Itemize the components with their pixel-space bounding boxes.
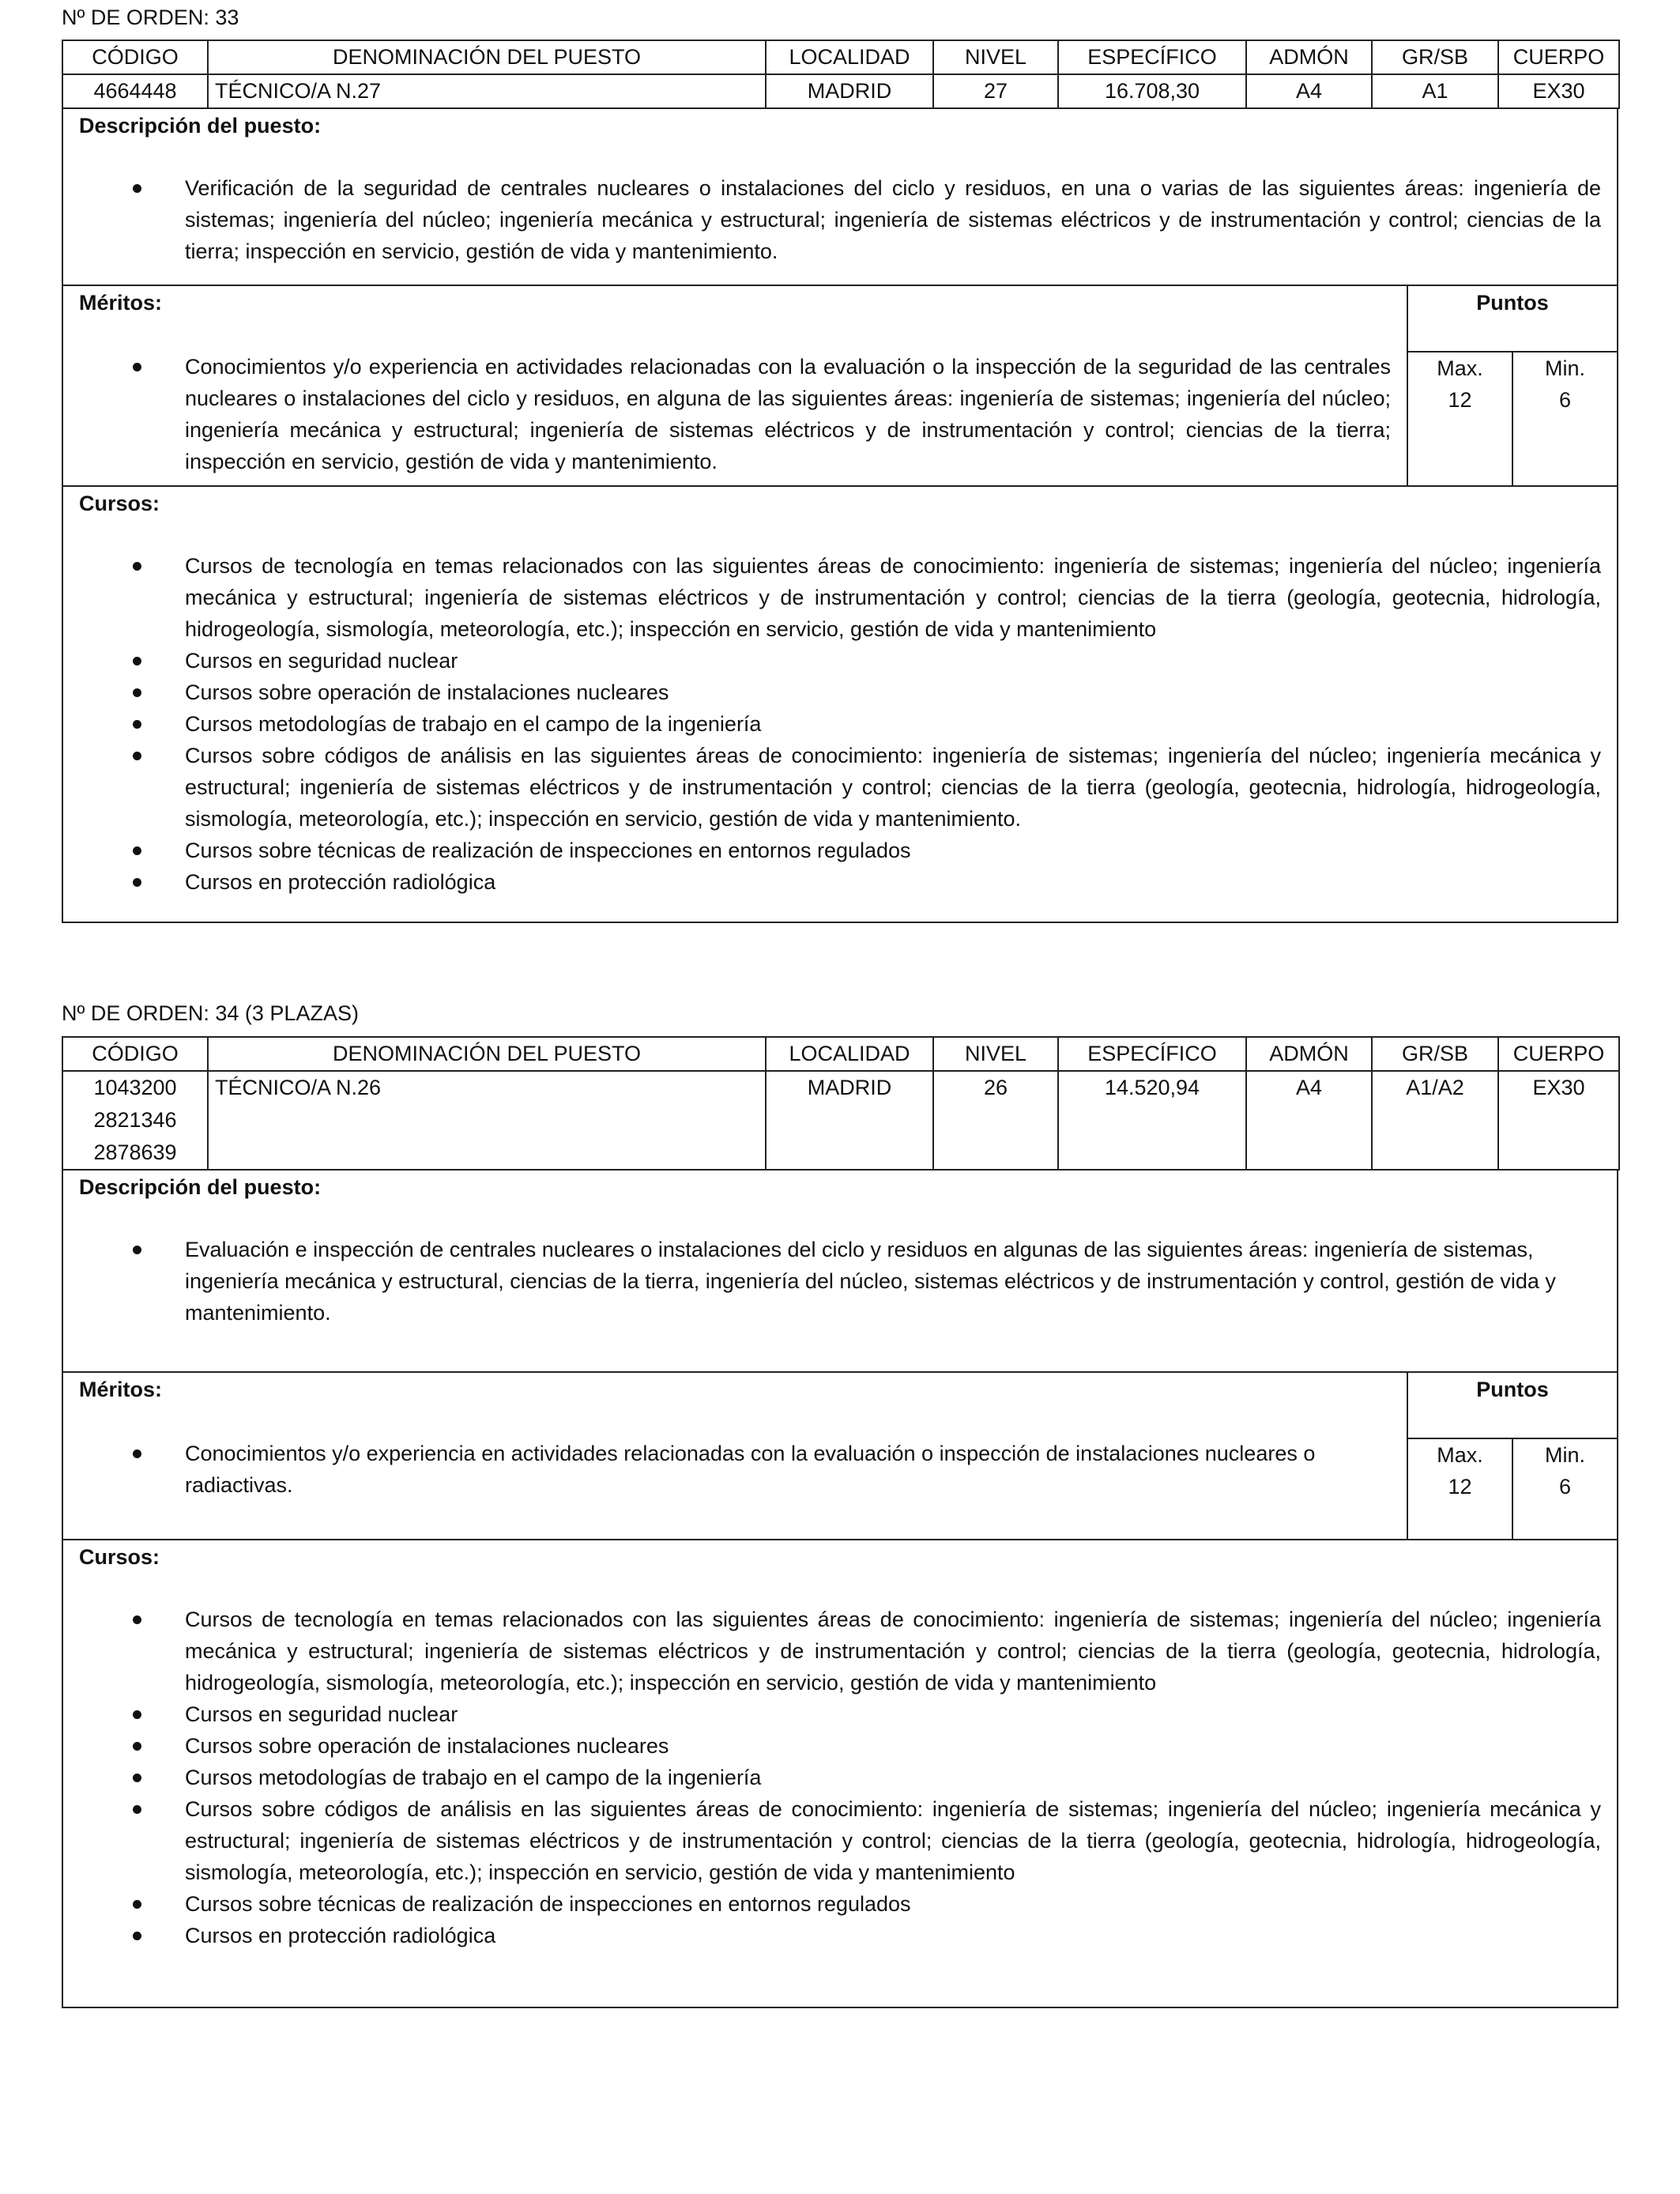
- especifico-value: 16.708,30: [1058, 74, 1246, 108]
- descripcion-text: Verificación de la seguridad de centrales nucleares o instalaciones del ciclo y residuos, en una o varias de las siguientes áreas: ingeniería de sistemas; ingeniería del núcleo; ingeniería mecánica y estructural; ingeniería de sistemas eléctricos y de instrumentación y control; ciencias de la tierra; inspección en servicio, gestión de vida y mantenimiento.: [185, 176, 1601, 263]
- points-min: [1512, 1439, 1617, 1539]
- bullet-icon: [133, 657, 141, 665]
- curso-text: Cursos sobre técnicas de realización de inspecciones en entornos regulados: [185, 1892, 911, 1916]
- bullet-icon: [133, 688, 141, 697]
- cursos-section: [62, 1540, 1618, 2008]
- max-value: 12: [1448, 388, 1472, 412]
- descripcion-section: [62, 1171, 1618, 1373]
- descripcion-text: Evaluación e inspección de centrales nucleares o instalaciones del ciclo y residuos en algunas de las siguientes áreas: ingeniería de sistemas, ingeniería mecánica y estructural, ciencias de la tierra, ingeniería del núcleo, sistemas eléctricos y de instrumentación y control, gestión de vida y mantenimiento.: [185, 1238, 1556, 1325]
- bullet-icon: [133, 1932, 141, 1940]
- bullet-icon: [133, 562, 141, 571]
- localidad-value: MADRID: [766, 1071, 933, 1170]
- bullet-icon: [133, 1742, 141, 1751]
- col-denominacion: DENOMINACIÓN DEL PUESTO: [208, 1037, 766, 1071]
- cursos-title: Cursos:: [79, 1545, 160, 1569]
- meritos-text: Conocimientos y/o experiencia en actividades relacionadas con la evaluación o la inspección de la seguridad de las centrales nucleares o instalaciones del ciclo y residuos, en alguna de las siguientes áreas: ingeniería de sistemas; ingeniería del núcleo; ingeniería mecánica y estructural; ingeniería de sistemas eléctricos y de instrumentación y control; ciencias de la tierra; inspección en servicio, gestión de vida y mantenimiento.: [185, 355, 1391, 473]
- col-codigo: CÓDIGO: [62, 1037, 208, 1071]
- order-number: Nº DE ORDEN: 33: [62, 6, 239, 29]
- points-title: Puntos: [1408, 1373, 1617, 1439]
- points-row: [1408, 352, 1617, 485]
- points-max: [1408, 1439, 1512, 1539]
- points-title: Puntos: [1408, 286, 1617, 352]
- job-block: [62, 1036, 1618, 2008]
- bullet-icon: [133, 846, 141, 855]
- job-header-table: [62, 1036, 1620, 1171]
- bullet-icon: [133, 878, 141, 887]
- list-item: [63, 835, 1617, 866]
- bullet-icon: [133, 1900, 141, 1909]
- meritos-section: [62, 1373, 1618, 1540]
- list-item: [63, 351, 1407, 477]
- bullet-icon: [133, 1449, 141, 1458]
- list-item: [63, 1604, 1617, 1698]
- data-row: [62, 74, 1619, 108]
- grsb-value: A1: [1372, 74, 1498, 108]
- list-item: [63, 1234, 1617, 1329]
- curso-text: Cursos en seguridad nuclear: [185, 1702, 458, 1726]
- col-especifico: ESPECÍFICO: [1058, 40, 1246, 74]
- list-item: [63, 1793, 1617, 1888]
- curso-text: Cursos de tecnología en temas relacionados con las siguientes áreas de conocimiento: ingeniería de sistemas; ingeniería del núcleo; ingeniería mecánica y estructural; ingeniería de sistemas eléctricos y de instrumentación y control; ciencias de la tierra (geología, geotecnia, hidrología, hidrogeología, sismología, meteorología, etc.); inspección en servicio, gestión de vida y mantenimiento: [185, 1608, 1601, 1695]
- points-max: [1408, 352, 1512, 485]
- meritos-title: Méritos:: [79, 291, 163, 315]
- bullet-icon: [133, 1805, 141, 1814]
- col-denominacion: DENOMINACIÓN DEL PUESTO: [208, 40, 766, 74]
- codigo-value: 4664448: [62, 74, 208, 108]
- list-item: [63, 1920, 1617, 1951]
- bullet-icon: [133, 752, 141, 760]
- curso-text: Cursos sobre códigos de análisis en las siguientes áreas de conocimiento: ingeniería de sistemas; ingeniería del núcleo; ingeniería mecánica y estructural; ingeniería de sistemas eléctricos y de instrumentación y control; ciencias de la tierra (geología, geotecnia, hidrología, hidrogeología, sismología, meteorología, etc.); inspección en servicio, gestión de vida y mantenimiento: [185, 1797, 1601, 1884]
- bullet-icon: [133, 1246, 141, 1254]
- nivel-value: 26: [933, 1071, 1058, 1170]
- col-admon: ADMÓN: [1246, 1037, 1372, 1071]
- points-box: [1408, 286, 1617, 485]
- bullet-icon: [133, 363, 141, 371]
- curso-text: Cursos sobre códigos de análisis en las siguientes áreas de conocimiento: ingeniería de sistemas; ingeniería del núcleo; ingeniería mecánica y estructural; ingeniería de sistemas eléctricos y de instrumentación y control; ciencias de la tierra (geología, geotecnia, hidrología, hidrogeología, sismología, meteorología, etc.); inspección en servicio, gestión de vida y mantenimiento.: [185, 744, 1601, 831]
- min-value: 6: [1558, 1475, 1572, 1498]
- list-item: [63, 1438, 1407, 1501]
- col-admon: ADMÓN: [1246, 40, 1372, 74]
- points-box: [1408, 1373, 1617, 1539]
- curso-text: Cursos metodologías de trabajo en el campo de la ingeniería: [185, 1766, 762, 1789]
- header-row: [62, 40, 1619, 74]
- col-nivel: NIVEL: [933, 40, 1058, 74]
- cuerpo-value: EX30: [1498, 74, 1619, 108]
- bullet-icon: [133, 720, 141, 729]
- min-label: Min.: [1544, 1443, 1585, 1467]
- descripcion-title: Descripción del puesto:: [79, 1175, 322, 1199]
- list-item: [63, 1698, 1617, 1730]
- bullet-icon: [133, 1774, 141, 1782]
- col-localidad: LOCALIDAD: [766, 1037, 933, 1071]
- max-label: Max.: [1437, 356, 1483, 380]
- bullet-icon: [133, 1710, 141, 1719]
- denominacion-value: TÉCNICO/A N.27: [208, 74, 766, 108]
- localidad-value: MADRID: [766, 74, 933, 108]
- especifico-value: 14.520,94: [1058, 1071, 1246, 1170]
- bullet-icon: [133, 184, 141, 193]
- codigo-value: [62, 1071, 208, 1170]
- meritos-section: [62, 286, 1618, 487]
- codigo-line: 2878639: [93, 1140, 177, 1164]
- curso-text: Cursos sobre operación de instalaciones nucleares: [185, 680, 669, 704]
- curso-text: Cursos de tecnología en temas relacionados con las siguientes áreas de conocimiento: ingeniería de sistemas; ingeniería del núcleo; ingeniería mecánica y estructural; ingeniería de sistemas eléctricos y de instrumentación y control; ciencias de la tierra (geología, geotecnia, hidrología, hidrogeología, sismología, meteorología, etc.); inspección en servicio, gestión de vida y mantenimiento: [185, 554, 1601, 641]
- max-label: Max.: [1437, 1443, 1483, 1467]
- curso-text: Cursos sobre operación de instalaciones nucleares: [185, 1734, 669, 1758]
- col-nivel: NIVEL: [933, 1037, 1058, 1071]
- descripcion-title: Descripción del puesto:: [79, 114, 322, 138]
- curso-text: Cursos metodologías de trabajo en el campo de la ingeniería: [185, 712, 762, 736]
- col-grsb: GR/SB: [1372, 1037, 1498, 1071]
- curso-text: Cursos en protección radiológica: [185, 1924, 496, 1947]
- list-item: [63, 645, 1617, 677]
- min-value: 6: [1558, 388, 1572, 412]
- codigo-line: 1043200: [93, 1076, 177, 1099]
- list-item: [63, 708, 1617, 740]
- list-item: [63, 1730, 1617, 1762]
- admon-value: A4: [1246, 1071, 1372, 1170]
- list-item: [63, 550, 1617, 645]
- list-item: [63, 1888, 1617, 1920]
- meritos-text: Conocimientos y/o experiencia en actividades relacionadas con la evaluación o inspección de instalaciones nucleares o radiactivas.: [185, 1442, 1316, 1497]
- grsb-value: A1/A2: [1372, 1071, 1498, 1170]
- list-item: [63, 677, 1617, 708]
- col-codigo: CÓDIGO: [62, 40, 208, 74]
- admon-value: A4: [1246, 74, 1372, 108]
- cursos-title: Cursos:: [79, 492, 160, 515]
- col-especifico: ESPECÍFICO: [1058, 1037, 1246, 1071]
- job-header-table: [62, 40, 1620, 109]
- order-number: Nº DE ORDEN: 34 (3 PLAZAS): [62, 1001, 359, 1025]
- col-grsb: GR/SB: [1372, 40, 1498, 74]
- curso-text: Cursos sobre técnicas de realización de inspecciones en entornos regulados: [185, 839, 911, 862]
- col-cuerpo: CUERPO: [1498, 1037, 1619, 1071]
- curso-text: Cursos en protección radiológica: [185, 870, 496, 894]
- meritos-main: [63, 1373, 1408, 1539]
- min-label: Min.: [1544, 356, 1585, 380]
- col-localidad: LOCALIDAD: [766, 40, 933, 74]
- meritos-title: Méritos:: [79, 1378, 163, 1401]
- codigo-line: 2821346: [93, 1108, 177, 1132]
- job-block: [62, 40, 1618, 923]
- list-item: [63, 172, 1617, 267]
- list-item: [63, 740, 1617, 835]
- meritos-main: [63, 286, 1408, 485]
- points-row: [1408, 1439, 1617, 1539]
- max-value: 12: [1448, 1475, 1472, 1498]
- data-row: [62, 1071, 1619, 1170]
- col-cuerpo: CUERPO: [1498, 40, 1619, 74]
- cursos-section: [62, 487, 1618, 923]
- denominacion-value: TÉCNICO/A N.26: [208, 1071, 766, 1170]
- list-item: [63, 866, 1617, 898]
- descripcion-section: [62, 109, 1618, 286]
- bullet-icon: [133, 1615, 141, 1624]
- points-min: [1512, 352, 1617, 485]
- cuerpo-value: EX30: [1498, 1071, 1619, 1170]
- nivel-value: 27: [933, 74, 1058, 108]
- list-item: [63, 1762, 1617, 1793]
- curso-text: Cursos en seguridad nuclear: [185, 649, 458, 673]
- header-row: [62, 1037, 1619, 1071]
